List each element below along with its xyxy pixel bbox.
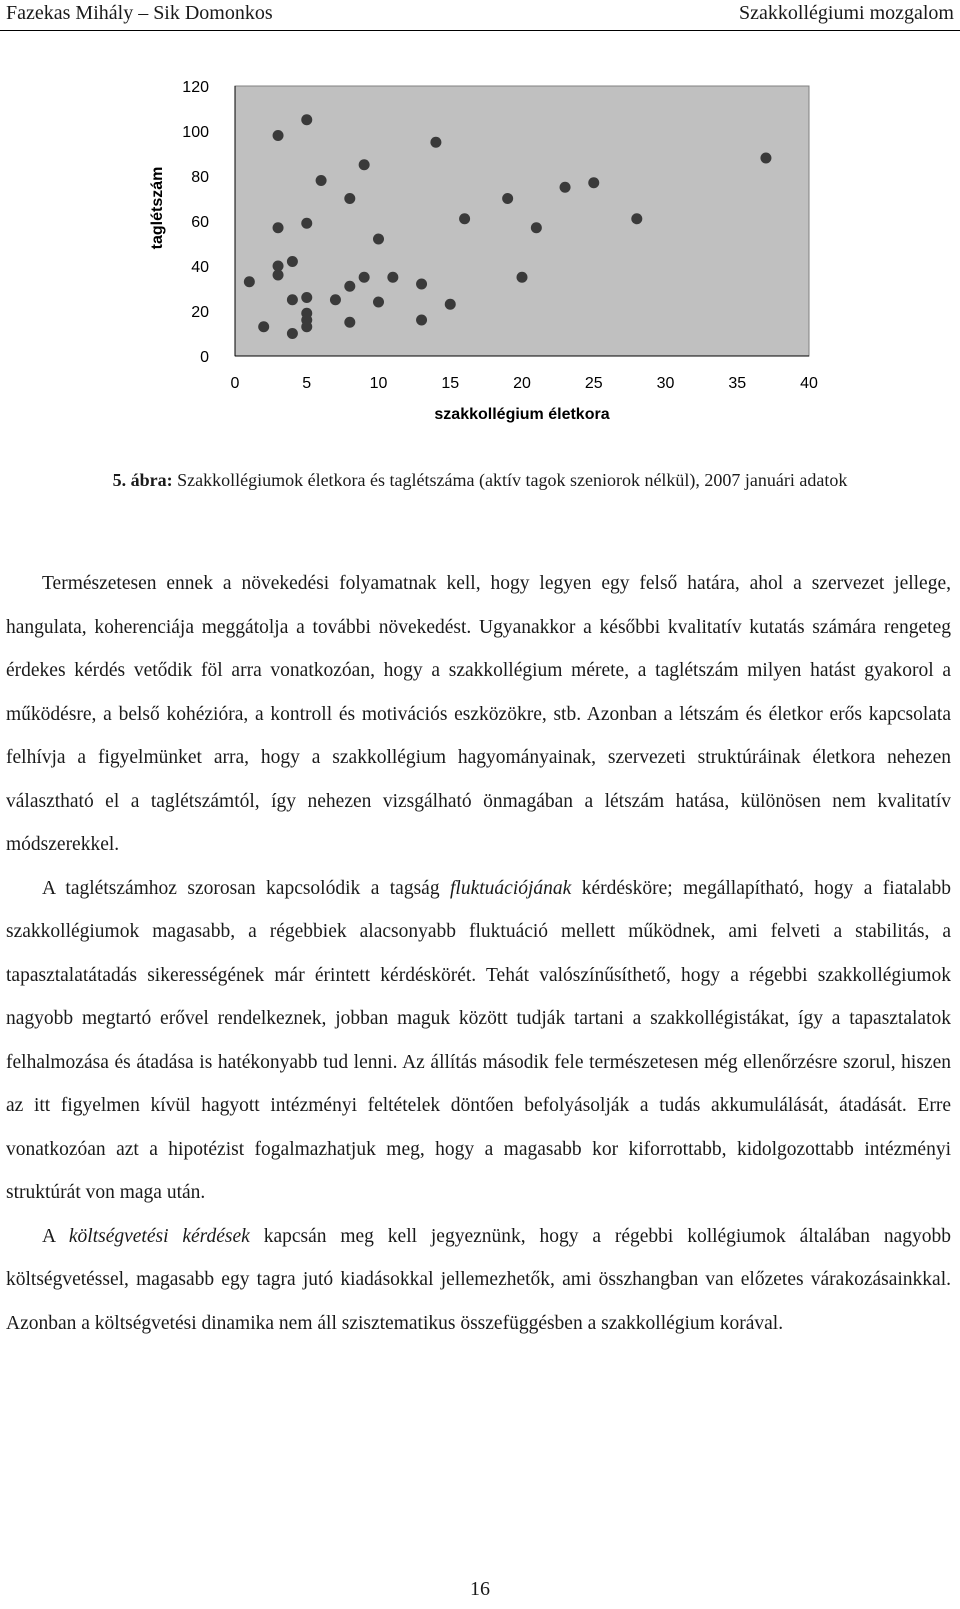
data-point <box>359 272 370 283</box>
paragraph-1 <box>6 562 951 867</box>
x-tick-label: 5 <box>302 375 312 392</box>
data-point <box>287 328 298 339</box>
data-point <box>445 299 456 310</box>
data-point <box>316 175 327 186</box>
data-point <box>301 114 312 125</box>
y-tick-labels <box>182 79 209 366</box>
x-tick-label: 0 <box>230 375 240 392</box>
paragraph-3 <box>6 1215 951 1346</box>
data-point <box>416 279 427 290</box>
x-tick-label: 25 <box>584 375 603 392</box>
figure-caption <box>0 470 960 491</box>
paragraph-1-part-2: Ugyanakkor a későbbi kvalitatív kutatás számára rengeteg érdekes kérdés vetődik föl arra vonatkozóan, hogy a szakkollégium mérete, a taglétszám milyen hatást gyakorol a működésre, a belső kohézióra, a kontroll és motivációs eszközökre, stb. <box>6 616 951 725</box>
data-point <box>531 222 542 233</box>
data-point <box>359 159 370 170</box>
data-point <box>273 130 284 141</box>
data-point <box>517 272 528 283</box>
data-point <box>258 321 269 332</box>
data-point <box>244 276 255 287</box>
header-title: Szakkollégiumi mozgalom <box>739 2 954 24</box>
y-tick-label: 60 <box>191 214 209 231</box>
data-point <box>373 297 384 308</box>
x-tick-labels <box>231 375 818 392</box>
page-number: 16 <box>470 1578 490 1600</box>
x-tick-label: 30 <box>656 375 675 392</box>
y-tick-label: 80 <box>191 169 209 186</box>
data-point <box>760 153 771 164</box>
data-point <box>502 193 513 204</box>
paragraph-1-part-3: Azonban a létszám és életkor erős kapcsolata felhívja a figyelmünket arra, hogy a szakkollégium hagyományainak, szervezeti struktúráinak életkora nehezen választható el a taglétszámtól, így nehezen vizsgálható önmagában a létszám hatása, különösen nem kvalitatív módszerekkel. <box>6 703 951 855</box>
x-tick-label: 35 <box>728 375 747 392</box>
data-point <box>301 218 312 229</box>
figure-label: 5. ábra: <box>112 470 173 490</box>
y-tick-label: 120 <box>182 79 209 96</box>
data-point <box>430 137 441 148</box>
paragraph-2-emphasis: fluktuációjának <box>450 877 572 899</box>
paragraph-3-part-1: A <box>42 1225 69 1247</box>
paragraph-3-emphasis: költségvetési kérdések <box>68 1225 250 1247</box>
data-point <box>344 317 355 328</box>
x-tick-label: 10 <box>369 375 388 392</box>
scatter-chart <box>0 0 960 440</box>
data-point <box>287 256 298 267</box>
data-point <box>301 321 312 332</box>
paragraph-3-part-2: kapcsán meg kell jegyeznünk, hogy a régebbi kollégiumok általában nagyobb költségvetéssel, magasabb egy tagra jutó kiadásokkal jellemezhetők, ami összhangban van előzetes várakozásainkkal. Azonban a költségvetési dinamika nem áll szisztematikus összefüggésben a szakkollégium korával. <box>6 1225 952 1334</box>
data-point <box>560 182 571 193</box>
data-point <box>459 213 470 224</box>
y-axis-label: taglétszám <box>149 166 166 250</box>
header-authors: Fazekas Mihály – Sik Domonkos <box>6 2 273 24</box>
data-point <box>273 222 284 233</box>
y-tick-label: 40 <box>191 259 209 276</box>
x-tick-label: 40 <box>800 375 818 392</box>
data-point <box>631 213 642 224</box>
paragraph-1-part-1: Természetesen ennek a növekedési folyamatnak kell, hogy legyen egy felső határa, ahol a szervezet jellege, hangulata, koherenciája meggátolja a további növekedést. <box>6 573 951 638</box>
data-point <box>273 261 284 272</box>
data-point <box>344 193 355 204</box>
y-tick-label: 20 <box>191 304 209 321</box>
data-point <box>373 234 384 245</box>
y-tick-label: 0 <box>200 349 209 366</box>
x-axis-label: szakkollégium életkora <box>434 406 610 423</box>
y-tick-label: 100 <box>182 124 209 141</box>
data-point <box>588 177 599 188</box>
paragraph-2-part-2: kérdésköre; megállapítható, hogy a fiatalabb szakkollégiumok magasabb, a régebbiek alacsonyabb fluktuáció mellett működnek, ami felveti a stabilitás, a tapasztalatátadás sikerességének már érintett kérdéskörét. Tehát valószínűsíthető, hogy a régebbi szakkollégiumok nagyobb megtartó erővel rendelkeznek, jobban maguk között tudják tartani a szakkollégistákat, így a tapasztalatok felhalmozása és átadása is hatékonyabb tud lenni. Az állítás második fele természetesen még ellenőrzésre szorul, hiszen az itt figyelmen kívül hagyott intézményi feltételek döntően befolyásolják a tudás akkumulálását, átadását. Erre vonatkozóan azt a hipotézist fogalmazhatjuk meg, hogy a magasabb kor kiforrottabb, kidolgozottabb intézményi struktúrát von maga után. <box>6 877 952 1203</box>
paragraph-2-part-1: A taglétszámhoz szorosan kapcsolódik a tagság <box>42 877 451 899</box>
x-tick-label: 15 <box>441 375 460 392</box>
x-tick-label: 20 <box>513 375 531 392</box>
body-text <box>6 562 951 1345</box>
plot-area <box>235 86 809 356</box>
data-point <box>287 294 298 305</box>
paragraph-2 <box>6 867 951 1215</box>
data-point <box>301 292 312 303</box>
data-point <box>344 281 355 292</box>
data-point <box>416 315 427 326</box>
figure-caption-text: Szakkollégiumok életkora és taglétszáma (aktív tagok szeniorok nélkül), 2007 januári adatok <box>172 470 848 490</box>
data-point <box>387 272 398 283</box>
data-point <box>330 294 341 305</box>
